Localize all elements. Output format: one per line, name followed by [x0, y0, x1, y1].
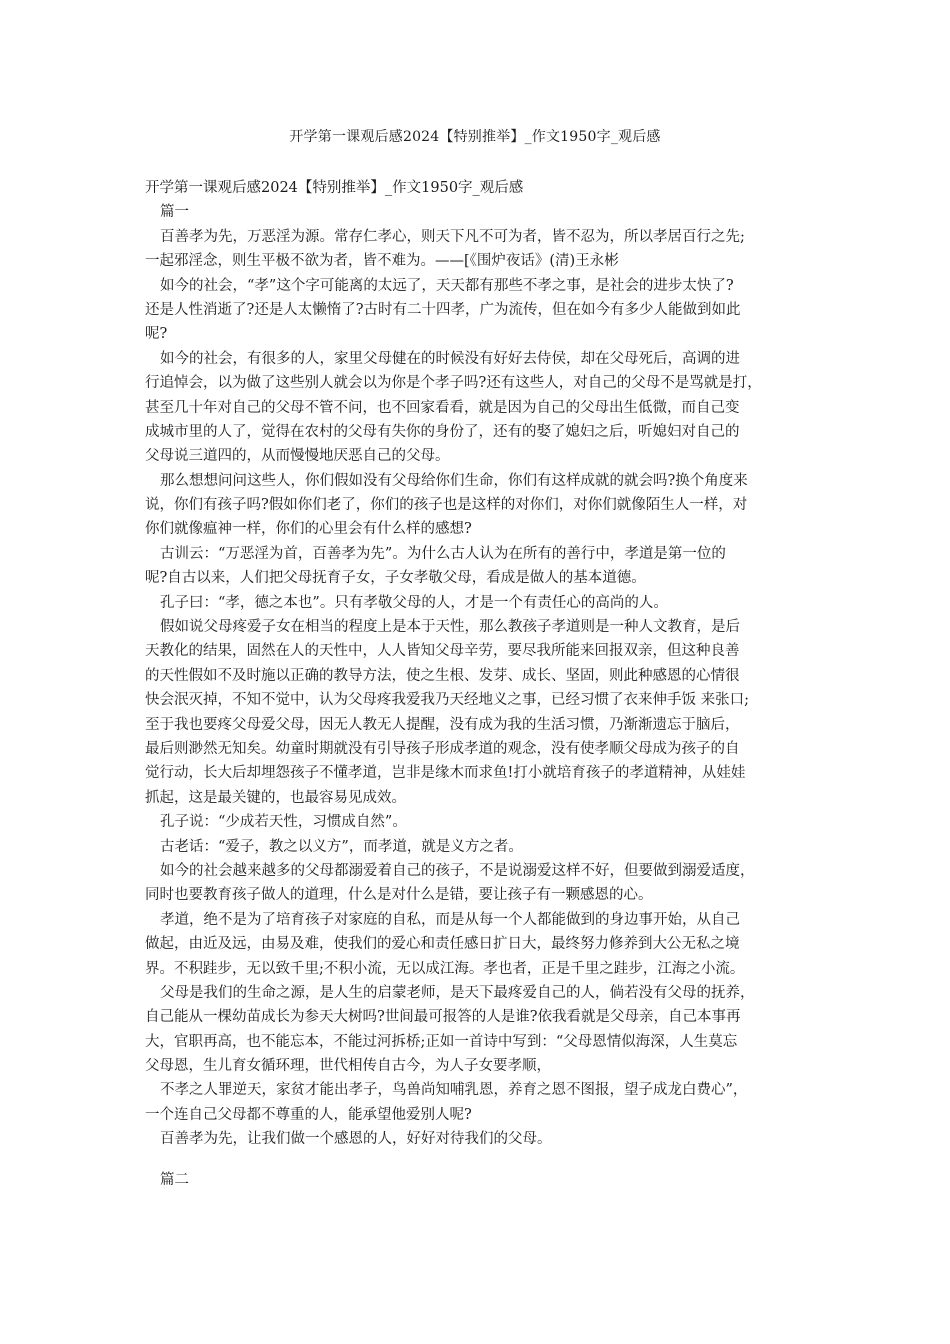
document-body — [145, 176, 817, 1192]
document-title: 开学第一课观后感2024【特别推举】_作文1950字_观后感 — [289, 129, 661, 145]
text-line: 百善孝为先，让我们做一个感恩的人，好好对待我们的父母。 — [160, 1131, 552, 1148]
text-line: 还是人性消逝了?还是人太懒惰了?古时有二十四孝，广为流传，但在如今有多少人能做到如此 — [145, 301, 741, 318]
document-heading: 开学第一课观后感2024【特别推举】_作文1950字_观后感 — [145, 180, 524, 196]
text-line: 的天性假如不及时施以正确的教导方法，使之生根、发芽、成长、坚固，则此种感恩的心情很 — [145, 667, 740, 684]
text-line: 百善孝为先，万恶淫为源。常存仁孝心，则天下凡不可为者，皆不忍为，所以孝居百行之先; — [160, 228, 745, 245]
text-line: 孝道，绝不是为了培育孩子对家庭的自私，而是从每一个人都能做到的身边事开始，从自己 — [160, 911, 740, 928]
section-label-2: 篇二 — [160, 1171, 189, 1188]
text-line: 快会泯灭掉，不知不觉中，认为父母疼我爱我乃天经地义之事，已经习惯了衣来伸手饭 来张口; — [145, 692, 749, 709]
text-line: 抓起，这是最关键的，也最容易见成效。 — [145, 789, 406, 806]
text-line: 父母恩，生儿育女循环理，世代相传自古今，为人子女要孝顺， — [145, 1058, 551, 1075]
text-line: 甚至几十年对自己的父母不管不问，也不回家看看，就是因为自己的父母出生低微，而自己变 — [145, 399, 740, 416]
text-line: 天教化的结果，固然在人的天性中，人人皆知父母辛劳，要尽我所能来回报双亲，但这种良善 — [145, 643, 740, 660]
text-line: 古训云：“万恶淫为首，百善孝为先”。为什么古人认为在所有的善行中，孝道是第一位的 — [160, 545, 726, 562]
text-line: 至于我也要疼父母爱父母，因无人教无人提醒，没有成为我的生活习惯，乃渐渐遗忘于脑后， — [145, 716, 740, 733]
section-label-1: 篇一 — [160, 204, 189, 221]
text-line: 如今的社会，“孝”这个字可能离的太远了，天天都有那些不孝之事，是社会的进步太快了? — [160, 277, 734, 294]
text-line: 觉行动，长大后却埋怨孩子不懂孝道，岂非是缘木而求鱼!打小就培育孩子的孝道精神，从娃娃 — [145, 765, 746, 782]
text-line: 大，官职再高，也不能忘本，不能过河拆桥;正如一首诗中写到：“父母恩情似海深，人生莫忘 — [145, 1033, 738, 1050]
text-line: 古老话：“爱子，教之以义方”，而孝道，就是义方之者。 — [160, 838, 523, 855]
text-line: 父母说三道四的，从而慢慢地厌恶自己的父母。 — [145, 448, 450, 465]
text-line: 一起邪淫念，则生平极不欲为者，皆不难为。——[《围炉夜话》(清)王永彬 — [145, 253, 619, 270]
text-line: 同时也要教育孩子做人的道理，什么是对什么是错，要让孩子有一颗感恩的心。 — [145, 887, 653, 904]
text-line: 呢? — [145, 326, 168, 343]
text-line: 界。不积跬步，无以致千里;不积小流，无以成江海。孝也者，正是千里之跬步，江海之小流。 — [145, 960, 745, 977]
text-line: 一个连自己父母都不尊重的人，能承望他爱别人呢? — [145, 1106, 472, 1123]
text-line: 成城市里的人了，觉得在农村的父母有失你的身份了，还有的娶了媳妇之后，听媳妇对自己的 — [145, 423, 740, 440]
text-line: 不孝之人罪逆天，家贫才能出孝子，鸟兽尚知哺乳恩，养育之恩不图报，望子成龙白费心”， — [160, 1082, 748, 1099]
text-line: 那么想想问问这些人，你们假如没有父母给你们生命，你们有这样成就的就会吗?换个角度来 — [160, 472, 748, 489]
text-line: 做起，由近及远，由易及难，使我们的爱心和责任感日扩日大，最终努力修养到大公无私之境 — [145, 936, 740, 953]
text-line: 行追悼会，以为做了这些别人就会以为你是个孝子吗?还有这些人，对自己的父母不是骂就是打， — [145, 375, 762, 392]
text-line: 最后则渺然无知矣。幼童时期就没有引导孩子形成孝道的观念，没有使孝顺父母成为孩子的自 — [145, 740, 740, 757]
text-line: 你们就像瘟神一样，你们的心里会有什么样的感想? — [145, 521, 472, 538]
text-line: 如今的社会，有很多的人，家里父母健在的时候没有好好去侍侯，却在父母死后，高调的进 — [160, 350, 740, 367]
text-line: 父母是我们的生命之源，是人生的启蒙老师，是天下最疼爱自己的人，倘若没有父母的抚养， — [160, 984, 755, 1001]
text-line: 如今的社会越来越多的父母都溺爱着自己的孩子，不是说溺爱这样不好，但要做到溺爱适度， — [160, 862, 755, 879]
blank-line — [145, 1152, 817, 1168]
text-line: 说，你们有孩子吗?假如你们老了，你们的孩子也是这样的对你们，对你们就像陌生人一样，对 — [145, 497, 748, 514]
text-line: 呢?自古以来，人们把父母抚育子女，子女孝敬父母，看成是做人的基本道德。 — [145, 570, 646, 587]
text-line: 孔子说：“少成若天性，习惯成自然”。 — [160, 814, 407, 831]
text-line: 假如说父母疼爱子女在相当的程度上是本于天性，那么教孩子孝道则是一种人文教育，是后 — [160, 619, 740, 636]
text-line: 自己能从一棵幼苗成长为参天大树吗?世间最可报答的人是谁?依我看就是父母亲，自己本事再 — [145, 1009, 741, 1026]
text-line: 孔子曰：“孝，德之本也”。只有孝敬父母的人，才是一个有责任心的高尚的人。 — [160, 594, 668, 611]
